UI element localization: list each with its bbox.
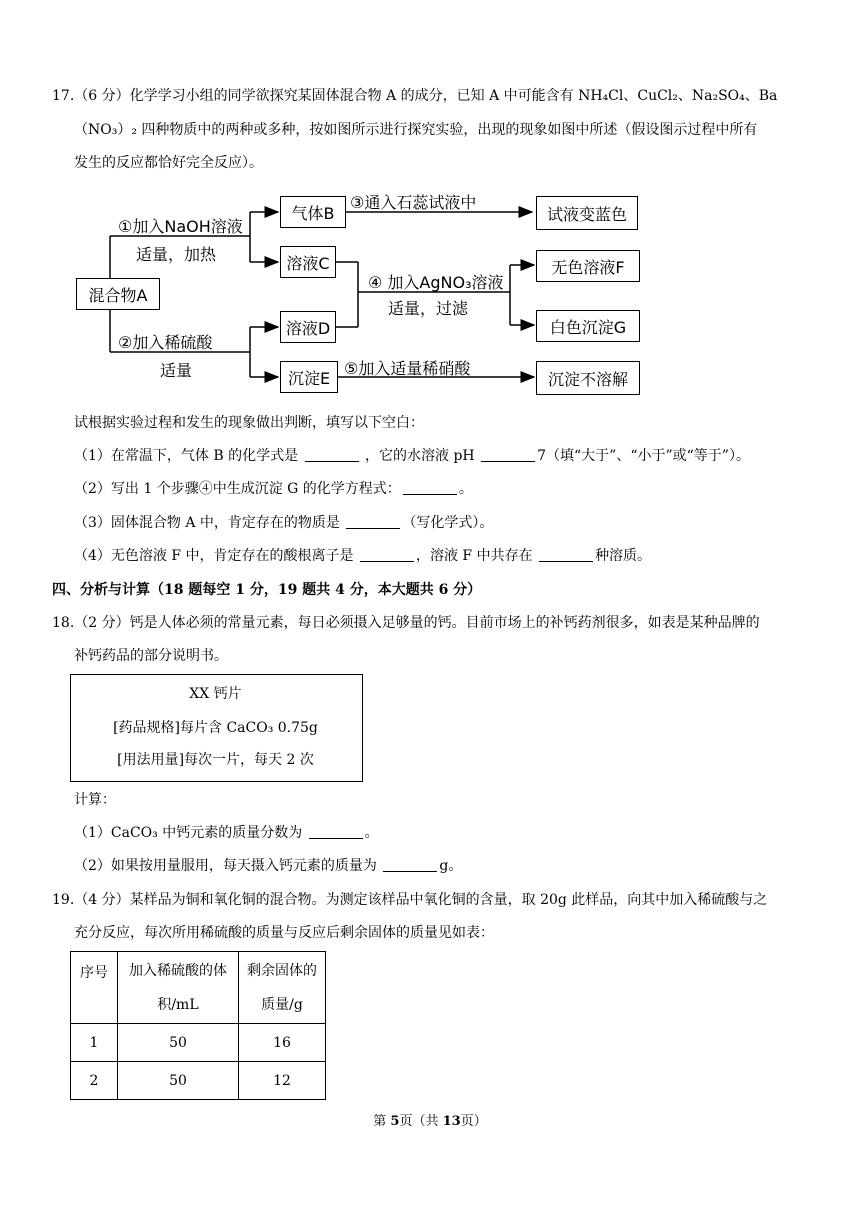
box-solution-d: 溶液D bbox=[280, 311, 336, 343]
box-colorless-solution-f: 无色溶液F bbox=[536, 250, 640, 282]
label-step5: ⑤加入适量稀硝酸 bbox=[344, 359, 471, 378]
footer-post: 页） bbox=[460, 1114, 487, 1129]
medicine-label-title: XX 钙片 bbox=[189, 686, 242, 702]
footer-total-pages: 13 bbox=[442, 1114, 461, 1129]
answer-blank-calcium-fraction[interactable] bbox=[309, 824, 363, 839]
q18-part2-text-a: （2）如果按用量服用，每天摄入钙元素的质量为 bbox=[74, 858, 377, 874]
cell-volume: 50 bbox=[118, 1024, 239, 1062]
q18-part2-text-b: g。 bbox=[439, 858, 463, 874]
q17-part4-text-a: （4）无色溶液 F 中，肯定存在的酸根离子是 bbox=[74, 548, 354, 564]
cell-serial: 1 bbox=[71, 1024, 118, 1062]
label-step4-condition: 适量，过滤 bbox=[388, 299, 469, 318]
header-serial: 序号 bbox=[71, 952, 118, 1024]
q17-part1-text-b: ，它的水溶液 pH bbox=[365, 448, 475, 464]
header-remaining-mass-line1: 剩余固体的 bbox=[247, 962, 317, 979]
medicine-label-spec: [药品规格]每片含 CaCO₃ 0.75g bbox=[113, 720, 318, 736]
header-acid-volume bbox=[118, 952, 239, 1024]
answer-blank-daily-calcium[interactable] bbox=[383, 857, 437, 872]
q17-part3 bbox=[74, 513, 493, 533]
label-step3: ③通入石蕊试液中 bbox=[350, 193, 477, 212]
table-row bbox=[71, 1024, 326, 1062]
label-step4-reagent: ④ 加入AgNO₃溶液 bbox=[368, 273, 504, 292]
q17-part1 bbox=[74, 446, 750, 466]
answer-blank-equation[interactable] bbox=[403, 480, 457, 495]
q17-part1-text-a: （1）在常温下，气体 B 的化学式是 bbox=[74, 448, 299, 464]
q17-line1: 17.（6 分）化学学习小组的同学欲探究某固体混合物 A 的成分，已知 A 中可能含有 NH₄Cl、CuCl₂、Na₂SO₄、Ba bbox=[52, 88, 778, 104]
q18-part2 bbox=[74, 856, 462, 876]
q17-intro: 试根据实验过程和发生的现象做出判断，填写以下空白： bbox=[74, 415, 424, 431]
q18-part1-text-a: （1）CaCO₃ 中钙元素的质量分数为 bbox=[74, 825, 303, 841]
box-white-precipitate-g: 白色沉淀G bbox=[536, 310, 640, 342]
box-mixture-a: 混合物A bbox=[76, 278, 160, 310]
label-step2-reagent: ②加入稀硫酸 bbox=[118, 333, 213, 352]
header-remaining-mass-line2: 质量/g bbox=[261, 996, 303, 1013]
box-precipitate-insoluble: 沉淀不溶解 bbox=[536, 361, 640, 395]
q17-line2: （NO₃）₂ 四种物质中的两种或多种，按如图所示进行探究实验，出现的现象如图中所述（假设图示过程中所有 bbox=[74, 122, 758, 138]
footer-page-number: 5 bbox=[390, 1114, 400, 1129]
cell-mass: 16 bbox=[239, 1024, 326, 1062]
q17-line3: 发生的反应都恰好完全反应）。 bbox=[74, 155, 263, 171]
q18-part1 bbox=[74, 823, 379, 843]
table-header-row bbox=[71, 952, 326, 1024]
table-row bbox=[71, 1062, 326, 1100]
section4-heading: 四、分析与计算（18 题每空 1 分，19 题共 4 分，本大题共 6 分） bbox=[52, 582, 482, 598]
q17-part3-text-b: （写化学式）。 bbox=[402, 515, 494, 531]
q17-part4 bbox=[74, 546, 651, 566]
answer-blank-ph-comparison[interactable] bbox=[481, 447, 535, 462]
medicine-label-usage: [用法用量]每次一片，每天 2 次 bbox=[117, 752, 314, 768]
header-acid-volume-line1: 加入稀硫酸的体 bbox=[129, 962, 227, 979]
cell-mass: 12 bbox=[239, 1062, 326, 1100]
q19-line2: 充分反应，每次所用稀硫酸的质量与反应后剩余固体的质量见如表： bbox=[74, 925, 494, 941]
q19-line1: 19.（4 分）某样品为铜和氧化铜的混合物。为测定该样品中氧化铜的含量，取 20g 此样品，向其中加入稀硫酸与之 bbox=[52, 892, 768, 908]
header-acid-volume-line2: 积/mL bbox=[157, 996, 199, 1013]
q18-calc-label: 计算： bbox=[74, 792, 116, 808]
answer-blank-gas-b-formula[interactable] bbox=[305, 447, 359, 462]
cell-serial: 2 bbox=[71, 1062, 118, 1100]
box-gas-b: 气体B bbox=[280, 196, 346, 228]
answer-blank-solute-count[interactable] bbox=[539, 547, 593, 562]
answer-blank-certain-substances[interactable] bbox=[346, 514, 400, 529]
q17-part1-text-c: 7（填“大于”、“小于”或“等于”）。 bbox=[537, 448, 750, 464]
q17-part4-text-c: 种溶质。 bbox=[595, 548, 652, 564]
cell-volume: 50 bbox=[118, 1062, 239, 1100]
label-step1-condition: 适量，加热 bbox=[136, 245, 217, 264]
q18-line2: 补钙药品的部分说明书。 bbox=[74, 648, 228, 664]
header-remaining-mass bbox=[239, 952, 326, 1024]
footer-pre: 第 bbox=[373, 1114, 391, 1129]
label-step1-reagent: ①加入NaOH溶液 bbox=[118, 217, 243, 236]
q17-part2 bbox=[74, 479, 473, 499]
q19-table bbox=[70, 951, 326, 1100]
box-solution-c: 溶液C bbox=[280, 246, 336, 278]
q18-part1-text-b: 。 bbox=[364, 825, 379, 841]
page-footer bbox=[0, 1112, 860, 1132]
q17-part2-text-b: 。 bbox=[458, 481, 473, 497]
answer-blank-acid-radical-ions[interactable] bbox=[360, 547, 414, 562]
box-precipitate-e: 沉淀E bbox=[280, 361, 338, 393]
q17-part2-text-a: （2）写出 1 个步骤④中生成沉淀 G 的化学方程式： bbox=[74, 481, 401, 497]
q18-line1: 18.（2 分）钙是人体必须的常量元素，每日必须摄入足够量的钙。目前市场上的补钙药剂很多，如表是某种品牌的 bbox=[52, 615, 760, 631]
box-solution-turns-blue: 试液变蓝色 bbox=[536, 196, 638, 230]
footer-mid: 页（共 bbox=[399, 1114, 443, 1129]
q17-part4-text-b: ，溶液 F 中共存在 bbox=[415, 548, 533, 564]
q17-part3-text-a: （3）固体混合物 A 中，肯定存在的物质是 bbox=[74, 515, 340, 531]
label-step2-condition: 适量 bbox=[160, 361, 193, 380]
